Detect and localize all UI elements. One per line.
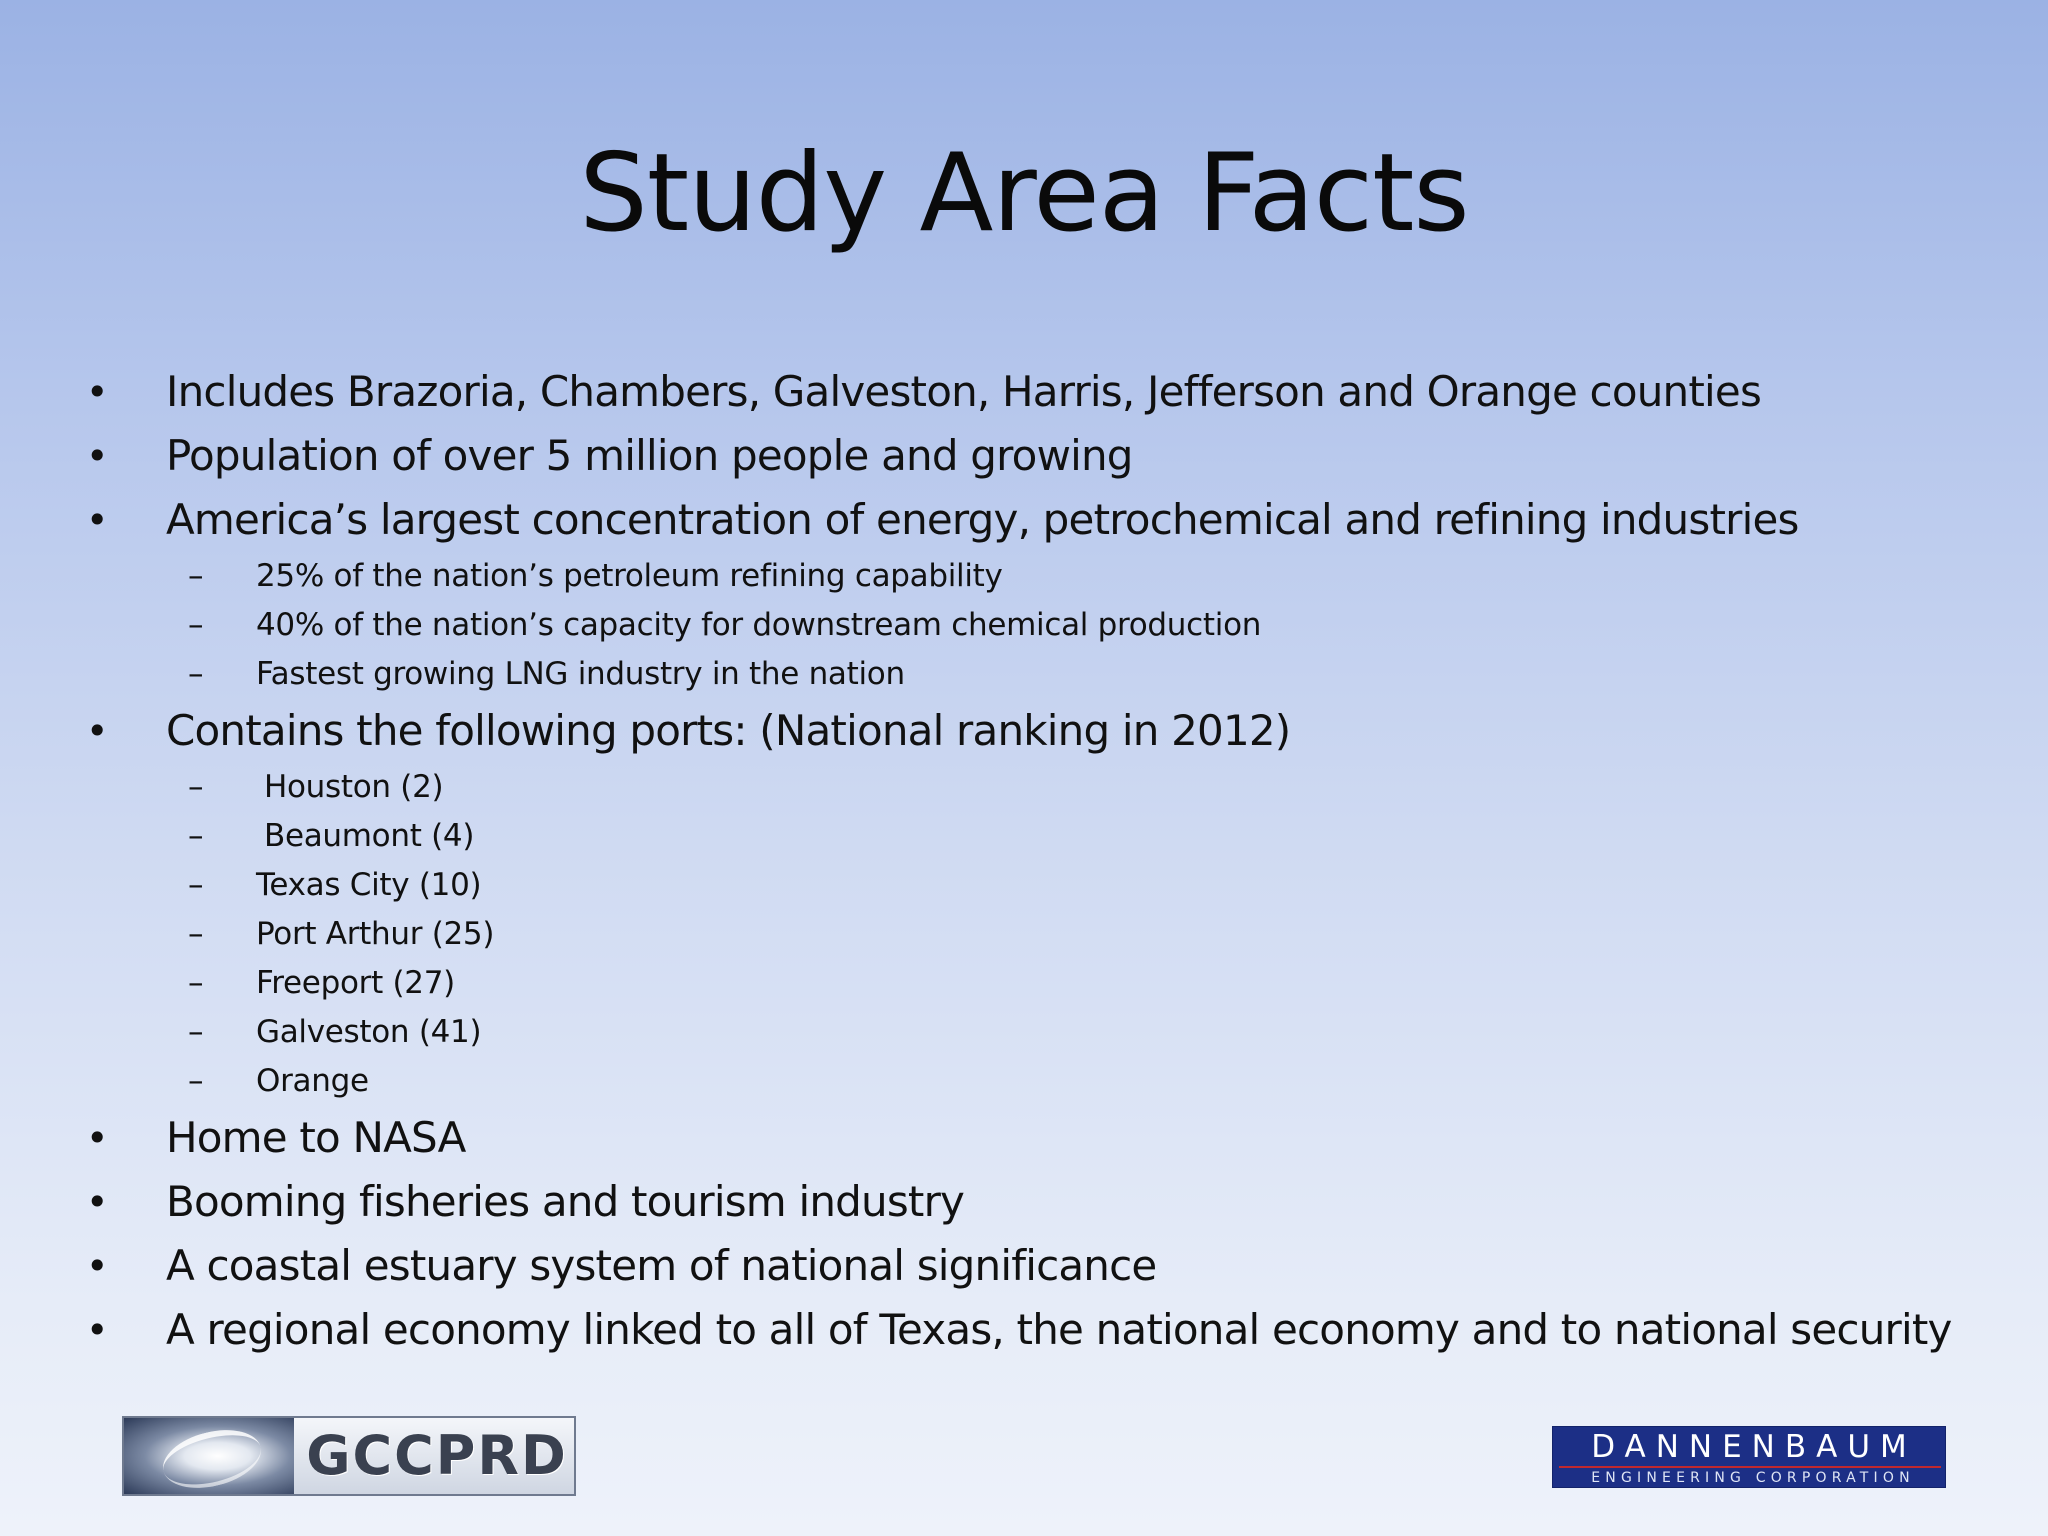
sub-bullet-item (0, 1057, 2048, 1106)
bullet-item (0, 1106, 2048, 1170)
sub-bullet-text: Houston (2) (264, 769, 444, 805)
bullet-text: Home to NASA (166, 1113, 466, 1162)
dannenbaum-logo (1552, 1426, 1946, 1488)
dannenbaum-logo-rule (1559, 1466, 1941, 1468)
bullet-marker: • (86, 709, 109, 753)
sub-bullet-marker: – (188, 916, 204, 952)
sub-bullet-marker: – (188, 1063, 204, 1099)
bullet-text: Population of over 5 million people and growing (166, 431, 1133, 480)
bullet-list (0, 360, 2048, 1362)
sub-bullet-text: Orange (256, 1063, 369, 1099)
sub-bullet-item (0, 763, 2048, 812)
sub-bullet-item (0, 812, 2048, 861)
sub-bullet-marker: – (188, 769, 204, 805)
sub-bullet-item (0, 552, 2048, 601)
sub-bullet-marker: – (188, 867, 204, 903)
sub-bullet-item (0, 959, 2048, 1008)
sub-bullet-text: Texas City (10) (256, 867, 482, 903)
bullet-text: Contains the following ports: (National ranking in 2012) (166, 706, 1291, 755)
bullet-marker: • (86, 1244, 109, 1288)
sub-bullet-item (0, 861, 2048, 910)
sub-bullet-item (0, 650, 2048, 699)
bullet-text: Includes Brazoria, Chambers, Galveston, Harris, Jefferson and Orange counties (166, 367, 1762, 416)
bullet-item (0, 1170, 2048, 1234)
sub-bullet-item (0, 1008, 2048, 1057)
sub-bullet-text: 40% of the nation’s capacity for downstream chemical production (256, 607, 1262, 643)
bullet-marker: • (86, 434, 109, 478)
bullet-marker: • (86, 370, 109, 414)
sub-bullet-text: Beaumont (4) (264, 818, 475, 854)
bullet-item (0, 488, 2048, 552)
bullet-item (0, 360, 2048, 424)
dannenbaum-logo-name: DANNENBAUM (1591, 1429, 1917, 1465)
bullet-marker: • (86, 1180, 109, 1224)
hurricane-icon (124, 1418, 294, 1494)
bullet-text: A coastal estuary system of national significance (166, 1241, 1157, 1290)
bullet-text: A regional economy linked to all of Texas, the national economy and to national security (166, 1305, 1952, 1354)
bullet-item (0, 424, 2048, 488)
gccprd-logo (122, 1416, 576, 1496)
sub-bullet-text: Galveston (41) (256, 1014, 482, 1050)
slide-title: Study Area Facts (579, 131, 1469, 256)
gccprd-logo-text: GCCPRD (306, 1424, 568, 1487)
sub-bullet-marker: – (188, 558, 204, 594)
sub-bullet-marker: – (188, 965, 204, 1001)
bullet-text: America’s largest concentration of energy, petrochemical and refining industries (166, 495, 1799, 544)
sub-bullet-marker: – (188, 656, 204, 692)
bullet-marker: • (86, 1308, 109, 1352)
sub-bullet-marker: – (188, 818, 204, 854)
sub-bullet-text: Fastest growing LNG industry in the nation (256, 656, 905, 692)
sub-bullet-text: Freeport (27) (256, 965, 455, 1001)
sub-bullet-item (0, 910, 2048, 959)
bullet-text: Booming fisheries and tourism industry (166, 1177, 965, 1226)
sub-bullet-marker: – (188, 607, 204, 643)
bullet-item (0, 1298, 2048, 1362)
sub-bullet-marker: – (188, 1014, 204, 1050)
sub-bullet-item (0, 601, 2048, 650)
bullet-item (0, 699, 2048, 763)
bullet-marker: • (86, 498, 109, 542)
sub-bullet-text: Port Arthur (25) (256, 916, 495, 952)
bullet-marker: • (86, 1116, 109, 1160)
sub-bullet-text: 25% of the nation’s petroleum refining capability (256, 558, 1003, 594)
dannenbaum-logo-subtitle: ENGINEERING CORPORATION (1591, 1470, 1915, 1486)
bullet-item (0, 1234, 2048, 1298)
